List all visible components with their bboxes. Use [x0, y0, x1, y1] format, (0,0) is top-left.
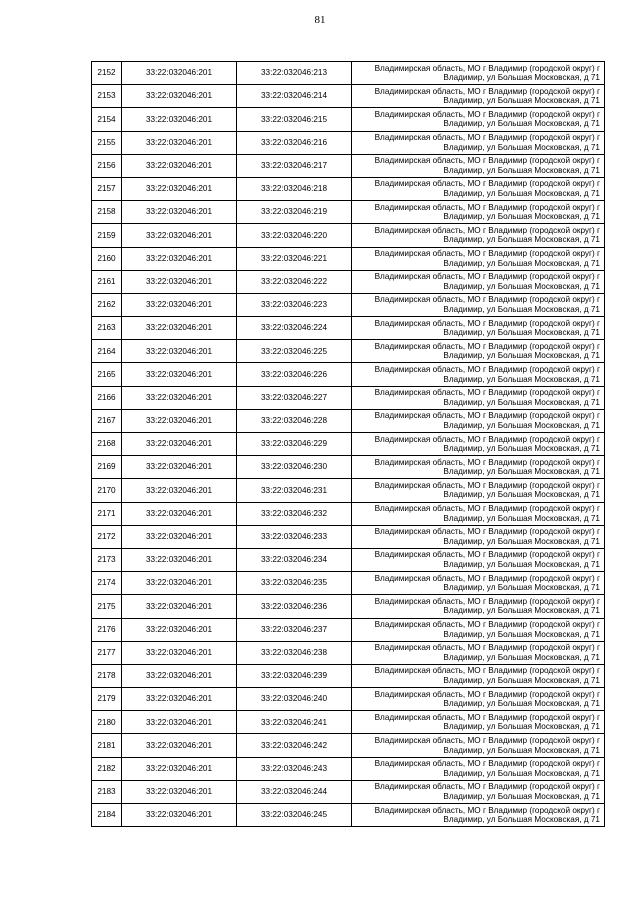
address-line-1: Владимирская область, МО г Владимир (городской округ) г: [374, 573, 600, 583]
address-line-2: Владимир, ул Большая Московская, д 71: [443, 328, 600, 338]
address-line-2: Владимир, ул Большая Московская, д 71: [443, 745, 600, 755]
table-row: [92, 456, 605, 479]
cadastral-number-cell: 33:22:032046:235: [237, 572, 352, 595]
address-cell: [352, 340, 605, 363]
parent-cadastral-number-cell: 33:22:032046:201: [122, 618, 237, 641]
table-row: [92, 595, 605, 618]
address-line-1: Владимирская область, МО г Владимир (городской округ) г: [374, 272, 600, 282]
address-cell: [352, 201, 605, 224]
cadastral-number-cell: 33:22:032046:227: [237, 386, 352, 409]
cadastral-number-cell: 33:22:032046:220: [237, 224, 352, 247]
address-line-1: Владимирская область, МО г Владимир (городской округ) г: [374, 620, 600, 629]
table-row: [92, 409, 605, 432]
row-number-cell: 2166: [92, 386, 122, 409]
cadastral-number-cell: 33:22:032046:226: [237, 363, 352, 386]
cadastral-number-cell: 33:22:032046:244: [237, 780, 352, 803]
address-cell: [352, 734, 605, 757]
address-cell: [352, 317, 605, 340]
address-line-2: Владимир, ул Большая Московская, д 71: [443, 467, 600, 477]
address-cell: [352, 177, 605, 200]
address-line-2: Владимир, ул Большая Московская, д 71: [443, 629, 600, 639]
address-line-1: Владимирская область, МО г Владимир (городской округ) г: [374, 249, 600, 258]
address-line-2: Владимир, ул Большая Московская, д 71: [443, 165, 600, 175]
parent-cadastral-number-cell: 33:22:032046:201: [122, 62, 237, 85]
address-line-2: Владимир, ул Большая Московская, д 71: [443, 536, 600, 546]
table-row: [92, 293, 605, 316]
cadastral-number-cell: 33:22:032046:245: [237, 804, 352, 827]
address-line-2: Владимир, ул Большая Московская, д 71: [443, 652, 600, 662]
address-line-2: Владимир, ул Большая Московская, д 71: [443, 722, 600, 732]
address-cell: [352, 62, 605, 85]
address-cell: [352, 293, 605, 316]
address-line-2: Владимир, ул Большая Московская, д 71: [443, 235, 600, 245]
parent-cadastral-number-cell: 33:22:032046:201: [122, 317, 237, 340]
cadastral-number-cell: 33:22:032046:215: [237, 108, 352, 131]
row-number-cell: 2172: [92, 525, 122, 548]
address-line-1: Владимирская область, МО г Владимир (городской округ) г: [374, 434, 600, 444]
address-cell: [352, 711, 605, 734]
address-cell: [352, 409, 605, 432]
parent-cadastral-number-cell: 33:22:032046:201: [122, 456, 237, 479]
table-row: [92, 317, 605, 340]
cadastral-registry-table: [91, 61, 605, 827]
cadastral-number-cell: 33:22:032046:240: [237, 688, 352, 711]
parent-cadastral-number-cell: 33:22:032046:201: [122, 386, 237, 409]
address-line-2: Владимир, ул Большая Московская, д 71: [443, 513, 600, 523]
row-number-cell: 2170: [92, 479, 122, 502]
address-cell: [352, 224, 605, 247]
address-line-1: Владимирская область, МО г Владимир (городской округ) г: [374, 225, 600, 235]
parent-cadastral-number-cell: 33:22:032046:201: [122, 154, 237, 177]
row-number-cell: 2176: [92, 618, 122, 641]
row-number-cell: 2167: [92, 409, 122, 432]
address-line-1: Владимирская область, МО г Владимир (городской округ) г: [374, 133, 600, 143]
parent-cadastral-number-cell: 33:22:032046:201: [122, 757, 237, 780]
table-row: [92, 177, 605, 200]
cadastral-number-cell: 33:22:032046:213: [237, 62, 352, 85]
address-cell: [352, 804, 605, 827]
parent-cadastral-number-cell: 33:22:032046:201: [122, 247, 237, 270]
cadastral-number-cell: 33:22:032046:230: [237, 456, 352, 479]
table-row: [92, 780, 605, 803]
address-line-2: Владимир, ул Большая Московская, д 71: [443, 142, 600, 152]
cadastral-number-cell: 33:22:032046:233: [237, 525, 352, 548]
address-line-1: Владимирская область, МО г Владимир (городской округ) г: [374, 689, 600, 699]
row-number-cell: 2152: [92, 62, 122, 85]
parent-cadastral-number-cell: 33:22:032046:201: [122, 734, 237, 757]
parent-cadastral-number-cell: 33:22:032046:201: [122, 572, 237, 595]
table-row: [92, 711, 605, 734]
cadastral-number-cell: 33:22:032046:232: [237, 502, 352, 525]
row-number-cell: 2175: [92, 595, 122, 618]
table-row: [92, 618, 605, 641]
address-cell: [352, 108, 605, 131]
table-row: [92, 85, 605, 108]
address-line-2: Владимир, ул Большая Московская, д 71: [443, 374, 600, 384]
address-line-1: Владимирская область, МО г Владимир (городской округ) г: [374, 550, 600, 560]
address-cell: [352, 270, 605, 293]
address-line-1: Владимирская область, МО г Владимир (городской округ) г: [374, 388, 600, 398]
cadastral-number-cell: 33:22:032046:216: [237, 131, 352, 154]
address-line-1: Владимирская область, МО г Владимир (городской округ) г: [374, 109, 600, 119]
parent-cadastral-number-cell: 33:22:032046:201: [122, 201, 237, 224]
table-row: [92, 340, 605, 363]
cadastral-number-cell: 33:22:032046:242: [237, 734, 352, 757]
address-line-1: Владимирская область, МО г Владимир (городской округ) г: [374, 735, 600, 745]
parent-cadastral-number-cell: 33:22:032046:201: [122, 525, 237, 548]
address-line-1: Владимирская область, МО г Владимир (городской округ) г: [374, 411, 600, 421]
address-line-1: Владимирская область, МО г Владимир (городской округ) г: [374, 202, 600, 212]
row-number-cell: 2168: [92, 433, 122, 456]
parent-cadastral-number-cell: 33:22:032046:201: [122, 270, 237, 293]
parent-cadastral-number-cell: 33:22:032046:201: [122, 293, 237, 316]
table-row: [92, 201, 605, 224]
address-cell: [352, 688, 605, 711]
address-line-1: Владимирская область, МО г Владимир (городской округ) г: [374, 156, 600, 166]
address-line-1: Владимирская область, МО г Владимир (городской округ) г: [374, 805, 600, 815]
address-cell: [352, 664, 605, 687]
address-line-1: Владимирская область, МО г Владимир (городской округ) г: [374, 527, 600, 537]
parent-cadastral-number-cell: 33:22:032046:201: [122, 664, 237, 687]
cadastral-number-cell: 33:22:032046:239: [237, 664, 352, 687]
address-line-2: Владимир, ул Большая Московская, д 71: [443, 96, 600, 106]
table-body: [92, 62, 605, 827]
address-cell: [352, 386, 605, 409]
address-cell: [352, 154, 605, 177]
address-line-2: Владимир, ул Большая Московская, д 71: [443, 490, 600, 500]
row-number-cell: 2183: [92, 780, 122, 803]
cadastral-number-cell: 33:22:032046:223: [237, 293, 352, 316]
table-row: [92, 548, 605, 571]
cadastral-number-cell: 33:22:032046:214: [237, 85, 352, 108]
row-number-cell: 2154: [92, 108, 122, 131]
address-line-2: Владимир, ул Большая Московская, д 71: [443, 304, 600, 314]
address-line-1: Владимирская область, МО г Владимир (городской округ) г: [374, 179, 600, 189]
address-cell: [352, 85, 605, 108]
parent-cadastral-number-cell: 33:22:032046:201: [122, 363, 237, 386]
cadastral-number-cell: 33:22:032046:219: [237, 201, 352, 224]
row-number-cell: 2158: [92, 201, 122, 224]
cadastral-number-cell: 33:22:032046:238: [237, 641, 352, 664]
row-number-cell: 2162: [92, 293, 122, 316]
table-row: [92, 131, 605, 154]
table-row: [92, 502, 605, 525]
parent-cadastral-number-cell: 33:22:032046:201: [122, 224, 237, 247]
table-row: [92, 688, 605, 711]
address-line-2: Владимир, ул Большая Московская, д 71: [443, 189, 600, 199]
row-number-cell: 2160: [92, 247, 122, 270]
address-line-2: Владимир, ул Большая Московская, д 71: [443, 212, 600, 222]
table-row: [92, 433, 605, 456]
cadastral-number-cell: 33:22:032046:221: [237, 247, 352, 270]
row-number-cell: 2155: [92, 131, 122, 154]
address-cell: [352, 595, 605, 618]
cadastral-number-cell: 33:22:032046:228: [237, 409, 352, 432]
address-cell: [352, 131, 605, 154]
address-line-1: Владимирская область, МО г Владимир (городской округ) г: [374, 318, 600, 328]
address-line-2: Владимир, ул Большая Московская, д 71: [443, 791, 600, 801]
address-line-1: Владимирская область, МО г Владимир (городской округ) г: [374, 504, 600, 514]
address-line-2: Владимир, ул Большая Московская, д 71: [443, 397, 600, 407]
parent-cadastral-number-cell: 33:22:032046:201: [122, 804, 237, 827]
table-row: [92, 641, 605, 664]
address-line-2: Владимир, ул Большая Московская, д 71: [443, 258, 600, 268]
address-cell: [352, 618, 605, 641]
address-line-1: Владимирская область, МО г Владимир (городской округ) г: [374, 341, 600, 351]
row-number-cell: 2163: [92, 317, 122, 340]
address-line-1: Владимирская область, МО г Владимир (городской округ) г: [374, 480, 600, 490]
address-line-1: Владимирская область, МО г Владимир (городской округ) г: [374, 457, 600, 467]
cadastral-number-cell: 33:22:032046:225: [237, 340, 352, 363]
table-row: [92, 108, 605, 131]
address-cell: [352, 502, 605, 525]
address-line-1: Владимирская область, МО г Владимир (городской округ) г: [374, 63, 600, 73]
parent-cadastral-number-cell: 33:22:032046:201: [122, 548, 237, 571]
table-row: [92, 479, 605, 502]
cadastral-number-cell: 33:22:032046:237: [237, 618, 352, 641]
table-row: [92, 154, 605, 177]
row-number-cell: 2159: [92, 224, 122, 247]
parent-cadastral-number-cell: 33:22:032046:201: [122, 409, 237, 432]
cadastral-number-cell: 33:22:032046:236: [237, 595, 352, 618]
address-line-1: Владимирская область, МО г Владимир (городской округ) г: [374, 759, 600, 769]
address-line-2: Владимир, ул Большая Московская, д 71: [443, 420, 600, 430]
address-cell: [352, 757, 605, 780]
cadastral-number-cell: 33:22:032046:234: [237, 548, 352, 571]
table-row: [92, 804, 605, 827]
address-cell: [352, 433, 605, 456]
cadastral-number-cell: 33:22:032046:218: [237, 177, 352, 200]
parent-cadastral-number-cell: 33:22:032046:201: [122, 108, 237, 131]
parent-cadastral-number-cell: 33:22:032046:201: [122, 711, 237, 734]
address-cell: [352, 572, 605, 595]
row-number-cell: 2178: [92, 664, 122, 687]
parent-cadastral-number-cell: 33:22:032046:201: [122, 641, 237, 664]
address-line-2: Владимир, ул Большая Московская, д 71: [443, 675, 600, 685]
row-number-cell: 2184: [92, 804, 122, 827]
address-line-1: Владимирская область, МО г Владимир (городской округ) г: [374, 643, 600, 653]
row-number-cell: 2165: [92, 363, 122, 386]
row-number-cell: 2180: [92, 711, 122, 734]
address-cell: [352, 780, 605, 803]
address-cell: [352, 479, 605, 502]
table-row: [92, 270, 605, 293]
table-row: [92, 734, 605, 757]
table-row: [92, 363, 605, 386]
address-cell: [352, 525, 605, 548]
parent-cadastral-number-cell: 33:22:032046:201: [122, 131, 237, 154]
row-number-cell: 2161: [92, 270, 122, 293]
table-row: [92, 664, 605, 687]
row-number-cell: 2157: [92, 177, 122, 200]
address-line-2: Владимир, ул Большая Московская, д 71: [443, 699, 600, 709]
cadastral-number-cell: 33:22:032046:224: [237, 317, 352, 340]
cadastral-number-cell: 33:22:032046:243: [237, 757, 352, 780]
table-row: [92, 572, 605, 595]
parent-cadastral-number-cell: 33:22:032046:201: [122, 433, 237, 456]
address-line-2: Владимир, ул Большая Московская, д 71: [443, 281, 600, 291]
table-row: [92, 757, 605, 780]
address-line-2: Владимир, ул Большая Московская, д 71: [443, 119, 600, 129]
row-number-cell: 2179: [92, 688, 122, 711]
cadastral-number-cell: 33:22:032046:229: [237, 433, 352, 456]
table-row: [92, 247, 605, 270]
parent-cadastral-number-cell: 33:22:032046:201: [122, 688, 237, 711]
cadastral-number-cell: 33:22:032046:231: [237, 479, 352, 502]
address-line-1: Владимирская область, МО г Владимир (городской округ) г: [374, 596, 600, 606]
row-number-cell: 2177: [92, 641, 122, 664]
address-line-2: Владимир, ул Большая Московская, д 71: [443, 351, 600, 361]
parent-cadastral-number-cell: 33:22:032046:201: [122, 340, 237, 363]
parent-cadastral-number-cell: 33:22:032046:201: [122, 479, 237, 502]
address-line-2: Владимир, ул Большая Московская, д 71: [443, 606, 600, 616]
address-line-2: Владимир, ул Большая Московская, д 71: [443, 560, 600, 570]
address-line-1: Владимирская область, МО г Владимир (городской округ) г: [374, 295, 600, 305]
row-number-cell: 2173: [92, 548, 122, 571]
address-line-1: Владимирская область, МО г Владимир (городской округ) г: [374, 86, 600, 96]
parent-cadastral-number-cell: 33:22:032046:201: [122, 502, 237, 525]
address-line-1: Владимирская область, МО г Владимир (городской округ) г: [374, 712, 600, 722]
table-row: [92, 62, 605, 85]
row-number-cell: 2181: [92, 734, 122, 757]
row-number-cell: 2164: [92, 340, 122, 363]
row-number-cell: 2171: [92, 502, 122, 525]
table-row: [92, 224, 605, 247]
address-line-2: Владимир, ул Большая Московская, д 71: [443, 768, 600, 778]
table-row: [92, 525, 605, 548]
address-cell: [352, 456, 605, 479]
address-cell: [352, 548, 605, 571]
address-line-2: Владимир, ул Большая Московская, д 71: [443, 444, 600, 454]
address-cell: [352, 641, 605, 664]
parent-cadastral-number-cell: 33:22:032046:201: [122, 780, 237, 803]
row-number-cell: 2169: [92, 456, 122, 479]
address-line-1: Владимирская область, МО г Владимир (городской округ) г: [374, 666, 600, 676]
address-cell: [352, 363, 605, 386]
parent-cadastral-number-cell: 33:22:032046:201: [122, 85, 237, 108]
address-line-1: Владимирская область, МО г Владимир (городской округ) г: [374, 364, 600, 374]
address-line-2: Владимир, ул Большая Московская, д 71: [443, 583, 600, 593]
row-number-cell: 2182: [92, 757, 122, 780]
cadastral-number-cell: 33:22:032046:241: [237, 711, 352, 734]
parent-cadastral-number-cell: 33:22:032046:201: [122, 177, 237, 200]
address-line-1: Владимирская область, МО г Владимир (городской округ) г: [374, 782, 600, 792]
address-line-2: Владимир, ул Большая Московская, д 71: [443, 815, 600, 825]
cadastral-number-cell: 33:22:032046:217: [237, 154, 352, 177]
table-row: [92, 386, 605, 409]
parent-cadastral-number-cell: 33:22:032046:201: [122, 595, 237, 618]
row-number-cell: 2156: [92, 154, 122, 177]
address-cell: [352, 247, 605, 270]
row-number-cell: 2153: [92, 85, 122, 108]
row-number-cell: 2174: [92, 572, 122, 595]
address-line-2: Владимир, ул Большая Московская, д 71: [443, 73, 600, 83]
cadastral-number-cell: 33:22:032046:222: [237, 270, 352, 293]
page-number: 81: [314, 14, 326, 26]
